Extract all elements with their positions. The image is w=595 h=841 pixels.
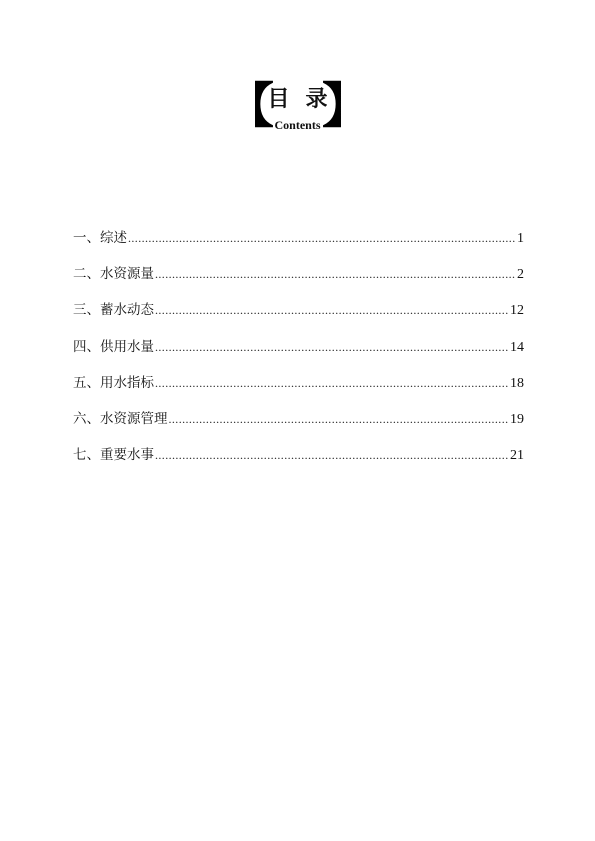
- toc-leader-dots: [169, 409, 510, 429]
- toc-entry-major-events[interactable]: [73, 445, 524, 481]
- toc-leader-dots: [155, 337, 509, 357]
- toc-entry-label: 三、蓄水动态: [73, 302, 154, 319]
- toc-leader-dots: [155, 445, 509, 465]
- toc-entry-label: 二、水资源量: [73, 266, 154, 283]
- toc-entry-label: 五、用水指标: [73, 374, 154, 391]
- toc-leader-dots: [155, 373, 509, 393]
- toc-leader-dots: [128, 228, 516, 248]
- toc-leader-dots: [155, 300, 509, 320]
- toc-entry-usage-indicators[interactable]: [73, 373, 524, 409]
- toc-page-number: 19: [510, 411, 524, 427]
- toc-page-number: 2: [517, 267, 524, 283]
- toc-leader-dots: [155, 264, 516, 284]
- toc-entry-overview[interactable]: [73, 228, 524, 264]
- title-block: [0, 80, 595, 140]
- toc-page-number: 14: [510, 339, 524, 355]
- toc-entry-label: 四、供用水量: [73, 338, 154, 355]
- toc-page-number: 18: [510, 375, 524, 391]
- left-bracket: 【: [226, 78, 275, 134]
- toc-entry-supply-usage[interactable]: [73, 337, 524, 373]
- page-subtitle: Contents: [274, 118, 321, 132]
- toc-entry-label: 七、重要水事: [73, 447, 154, 464]
- right-bracket: 】: [322, 78, 371, 134]
- toc-entry-resource-management[interactable]: [73, 409, 524, 445]
- toc-page-number: 1: [517, 231, 524, 246]
- table-of-contents: [73, 228, 524, 481]
- toc-entry-water-resources[interactable]: [73, 264, 524, 300]
- toc-entry-label: 一、综述: [73, 230, 127, 246]
- toc-entry-storage-dynamics[interactable]: [73, 300, 524, 336]
- toc-page-number: 21: [510, 448, 524, 464]
- toc-entry-label: 六、水资源管理: [73, 410, 168, 427]
- toc-page-number: 12: [510, 303, 524, 319]
- page-title: 目录: [267, 86, 344, 112]
